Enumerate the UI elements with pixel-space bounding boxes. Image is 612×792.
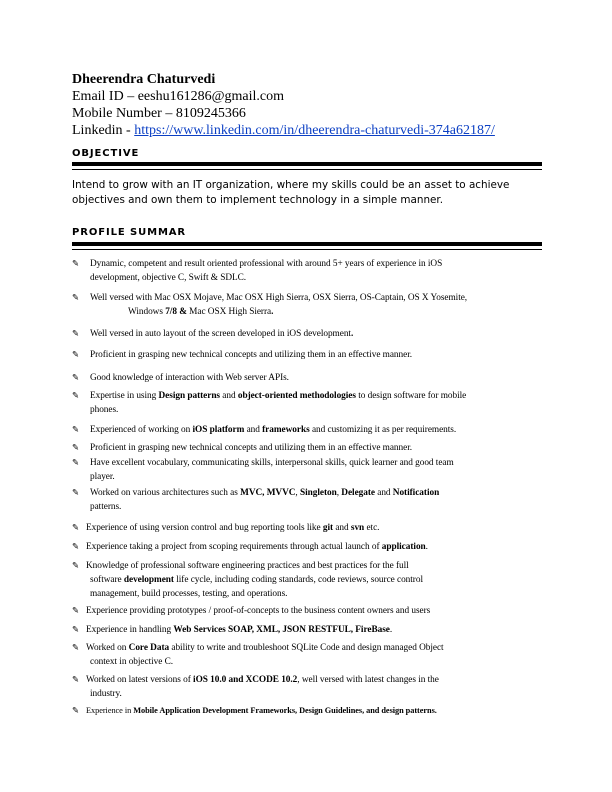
pencil-bullet-icon: ✎	[72, 675, 80, 685]
summary-item-7: ✎ Experienced of working on iOS platform and frameworks and customizing it as per requirements.	[72, 425, 457, 435]
objective-rule-thin	[72, 169, 542, 170]
mobile-line: Mobile Number – 8109245366	[72, 106, 246, 121]
summary-item-2: ✎ Well versed with Mac OSX Mojave, Mac OSX High Sierra, OSX Sierra, OS-Captain, OS X Yosemite, Windows 7/8 & Mac OSX High Sierra.	[72, 293, 468, 317]
pencil-bullet-icon: ✎	[72, 643, 80, 653]
summary-item-6: ✎ Expertise in using Design patterns and object-oriented methodologies to design software for mobile phones.	[72, 391, 467, 415]
summary-rule-thick	[72, 242, 542, 246]
objective-rule-thick	[72, 162, 542, 166]
summary-item-1: ✎ Dynamic, competent and result oriented professional with around 5+ years of experience in iOS development, objective C, Swift & SDLC.	[72, 259, 443, 283]
pencil-bullet-icon: ✎	[72, 542, 80, 552]
pencil-bullet-icon: ✎	[72, 625, 80, 635]
pencil-bullet-icon: ✎	[72, 458, 80, 468]
pencil-bullet-icon: ✎	[72, 391, 80, 401]
summary-item-15: ✎ Experience in handling Web Services SOAP, XML, JSON RESTFUL, FireBase.	[72, 625, 393, 635]
objective-text: Intend to grow with an IT organization, where my skills could be an asset to achieve objectives and own them to implement technology in a simple manner.	[72, 179, 510, 206]
summary-item-17: ✎ Worked on latest versions of iOS 10.0 and XCODE 10.2, well versed with latest changes in the industry.	[72, 675, 439, 699]
summary-heading: PROFILE SUMMAR	[72, 227, 187, 238]
summary-item-8: ✎ Proficient in grasping new technical concepts and utilizing them in an effective manner.	[72, 443, 413, 453]
linkedin-line	[72, 122, 552, 139]
pencil-bullet-icon: ✎	[72, 606, 80, 616]
linkedin-link[interactable]: https://www.linkedin.com/in/dheerendra-chaturvedi-374a62187/	[134, 123, 495, 138]
pencil-bullet-icon: ✎	[72, 561, 80, 571]
pencil-bullet-icon: ✎	[72, 350, 80, 360]
pencil-bullet-icon: ✎	[72, 293, 80, 303]
objective-heading: OBJECTIVE	[72, 148, 140, 159]
summary-item-14: ✎ Experience providing prototypes / proof-of-concepts to the business content owners and users	[72, 606, 431, 616]
summary-item-4: ✎ Proficient in grasping new technical concepts and utilizing them in an effective manner.	[72, 350, 413, 360]
pencil-bullet-icon: ✎	[72, 488, 80, 498]
summary-item-3: ✎ Well versed in auto layout of the screen developed in iOS development.	[72, 329, 354, 339]
linkedin-label: Linkedin -	[72, 123, 135, 138]
pencil-bullet-icon: ✎	[72, 523, 80, 533]
pencil-bullet-icon: ✎	[72, 425, 80, 435]
contact-header	[72, 71, 552, 139]
pencil-bullet-icon: ✎	[72, 706, 80, 716]
summary-item-12: ✎ Experience taking a project from scoping requirements through actual launch of application.	[72, 542, 428, 552]
summary-item-16: ✎ Worked on Core Data ability to write and troubleshoot SQLite Code and design managed Object context in objective C.	[72, 643, 444, 667]
pencil-bullet-icon: ✎	[72, 443, 80, 453]
summary-rule-thin	[72, 249, 542, 250]
summary-item-18: ✎ Experience in Mobile Application Development Frameworks, Design Guidelines, and design patterns.	[72, 706, 437, 716]
summary-item-9: ✎ Have excellent vocabulary, communicating skills, interpersonal skills, quick learner and good team player.	[72, 458, 454, 482]
summary-item-10: ✎ Worked on various architectures such as MVC, MVVC, Singleton, Delegate and Notification patterns.	[72, 488, 440, 512]
pencil-bullet-icon: ✎	[72, 329, 80, 339]
summary-item-5: ✎ Good knowledge of interaction with Web server APIs.	[72, 373, 289, 383]
candidate-name: Dheerendra Chaturvedi	[72, 72, 216, 87]
pencil-bullet-icon: ✎	[72, 373, 80, 383]
summary-item-13: ✎ Knowledge of professional software engineering practices and best practices for the full software development life cycle, including coding standards, code reviews, source control management, build processes, testing, and operations.	[72, 561, 423, 599]
pencil-bullet-icon: ✎	[72, 259, 80, 269]
summary-item-11: ✎ Experience of using version control and bug reporting tools like git and svn etc.	[72, 523, 380, 533]
email-line: Email ID – eeshu161286@gmail.com	[72, 89, 284, 104]
